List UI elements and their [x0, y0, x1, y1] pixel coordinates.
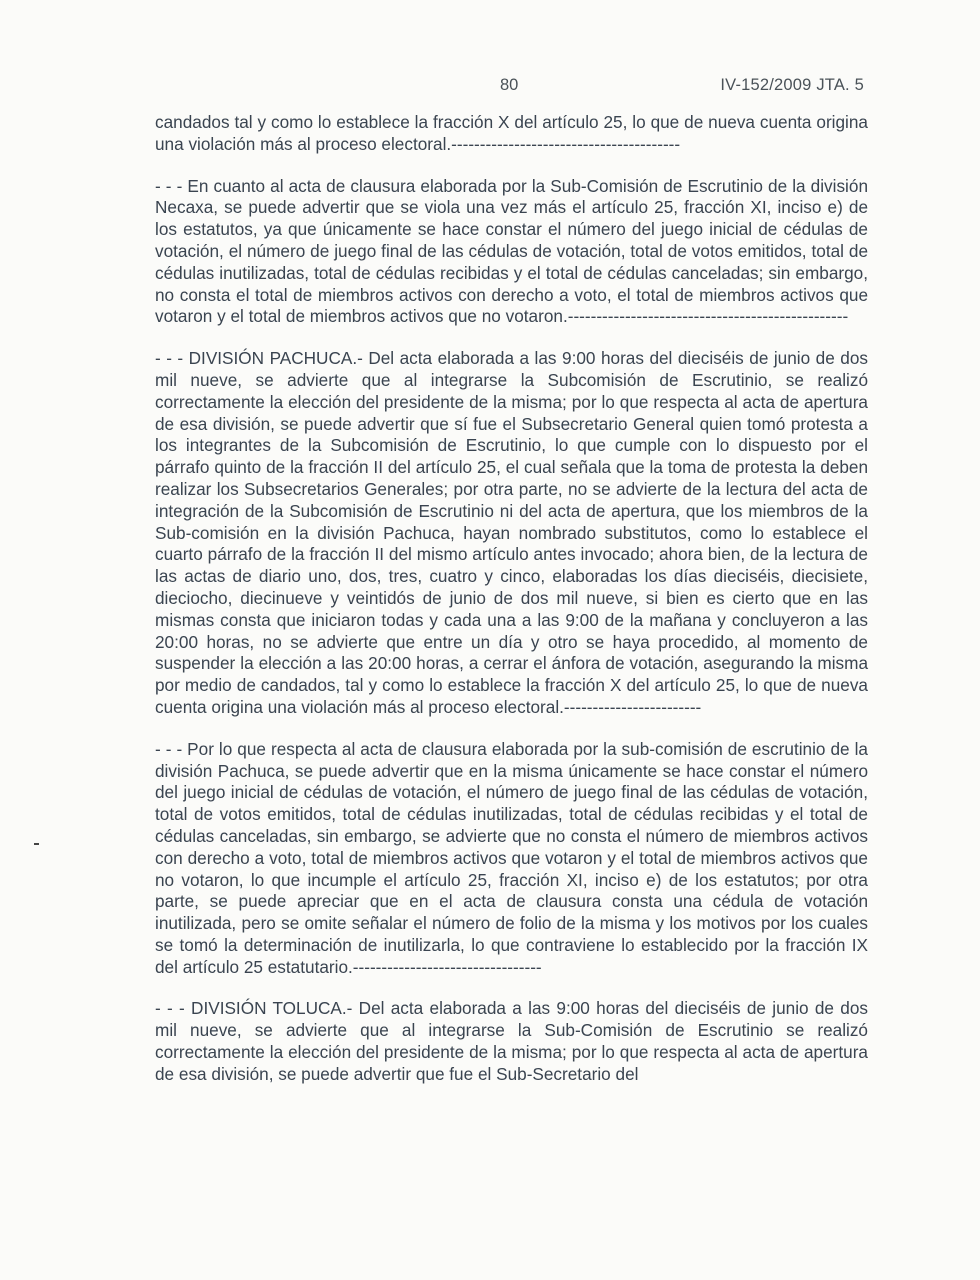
paragraph-2: - - - En cuanto al acta de clausura elaborada por la Sub-Comisión de Escrutinio de la división Necaxa, se puede advertir que se viola una vez más el artículo 25, fracción XI, inciso e) de los estatutos, ya que únicamente se hace constar el número del juego inicial de cédulas de votación, el número de juego final de las cédulas de votación, total de votos emitidos, total de cédulas inutilizadas, total de cédulas recibidas y el total de cédulas canceladas; sin embargo, no consta el total de miembros activos con derecho a voto, el total de miembros activos que votaron y el total de miembros activos que no votaron.------------------------------------------------- [155, 175, 868, 327]
paragraph-3: - - - DIVISIÓN PACHUCA.- Del acta elaborada a las 9:00 horas del dieciséis de junio de dos mil nueve, se advierte que al integrarse la Subcomisión de Escrutinio, se realizó correctamente la elección del presidente de la misma; por lo que respecta al acta de apertura de esa división, se puede advertir que sí fue el Subsecretario General quien tomó protesta a los integrantes de la Subcomisión de Escrutinio, lo que cumple con lo dispuesto por el párrafo quinto de la fracción II del artículo 25, el cual señala que la toma de protesta la deben realizar los Subsecretarios Generales; por otra parte, no se advierte de la lectura del acta de integración de la Subcomisión de Escrutinio ni del acta de apertura, que los miembros de la Sub-comisión en la división Pachuca, hayan nombrado substitutos, como lo establece el cuarto párrafo de la fracción II del mismo artículo antes invocado; ahora bien, de la lectura de las actas de diario uno, dos, tres, cuatro y cinco, elaboradas los días dieciséis, diecisiete, dieciocho, diecinueve y veintidós de junio de dos mil nueve, si bien es cierto que en las mismas consta que iniciaron todas y cada una a las 9:00 de la mañana y concluyeron a las 20:00 horas, no se advierte que entre un día y otro se haya procedido, al momento de suspender la elección a las 20:00 horas, a cerrar el ánfora de votación, asegurando la misma por medio de candados, tal y como lo establece la fracción X del artículo 25, lo que de nueva cuenta origina una violación más al proceso electoral.------------------------ [155, 348, 868, 717]
paragraph-5: - - - DIVISIÓN TOLUCA.- Del acta elaborada a las 9:00 horas del dieciséis de junio de dos mil nueve, se advierte que al integrarse la Sub-Comisión de Escrutinio se realizó correctamente la elección del presidente de la misma; por lo que respecta al acta de apertura de esa división, se puede advertir que fue el Sub-Secretario del [155, 998, 868, 1084]
scan-mark [34, 843, 39, 845]
page-header [0, 76, 980, 100]
file-number: IV-152/2009 JTA. 5 [720, 76, 864, 94]
document-body [155, 112, 868, 1106]
paragraph-1: candados tal y como lo establece la fracción X del artículo 25, lo que de nueva cuenta origina una violación más al proceso electoral.---------------------------------------- [155, 112, 868, 154]
paragraph-4: - - - Por lo que respecta al acta de clausura elaborada por la sub-comisión de escrutinio de la división Pachuca, se puede advertir que en la misma únicamente se hace constar el número del juego inicial de cédulas de votación, el número de juego final de las cédulas de votación, total de votos emitidos, total de cédulas inutilizadas, total de cédulas recibidas y el total de cédulas canceladas, sin embargo, se advierte que no consta el número de miembros activos con derecho a voto, total de miembros activos que votaron y el total de miembros activos que no votaron, lo que incumple el artículo 25, fracción XI, inciso e) de los estatutos; por otra parte, se puede apreciar que en el acta de clausura consta una cédula de votación inutilizada, pero se omite señalar el número de folio de la misma y los motivos por los cuales se tomó la determinación de inutilizarla, lo que contraviene lo establecido por la fracción IX del artículo 25 estatutario.--------------------------------- [155, 738, 868, 977]
page-number: 80 [500, 76, 519, 94]
